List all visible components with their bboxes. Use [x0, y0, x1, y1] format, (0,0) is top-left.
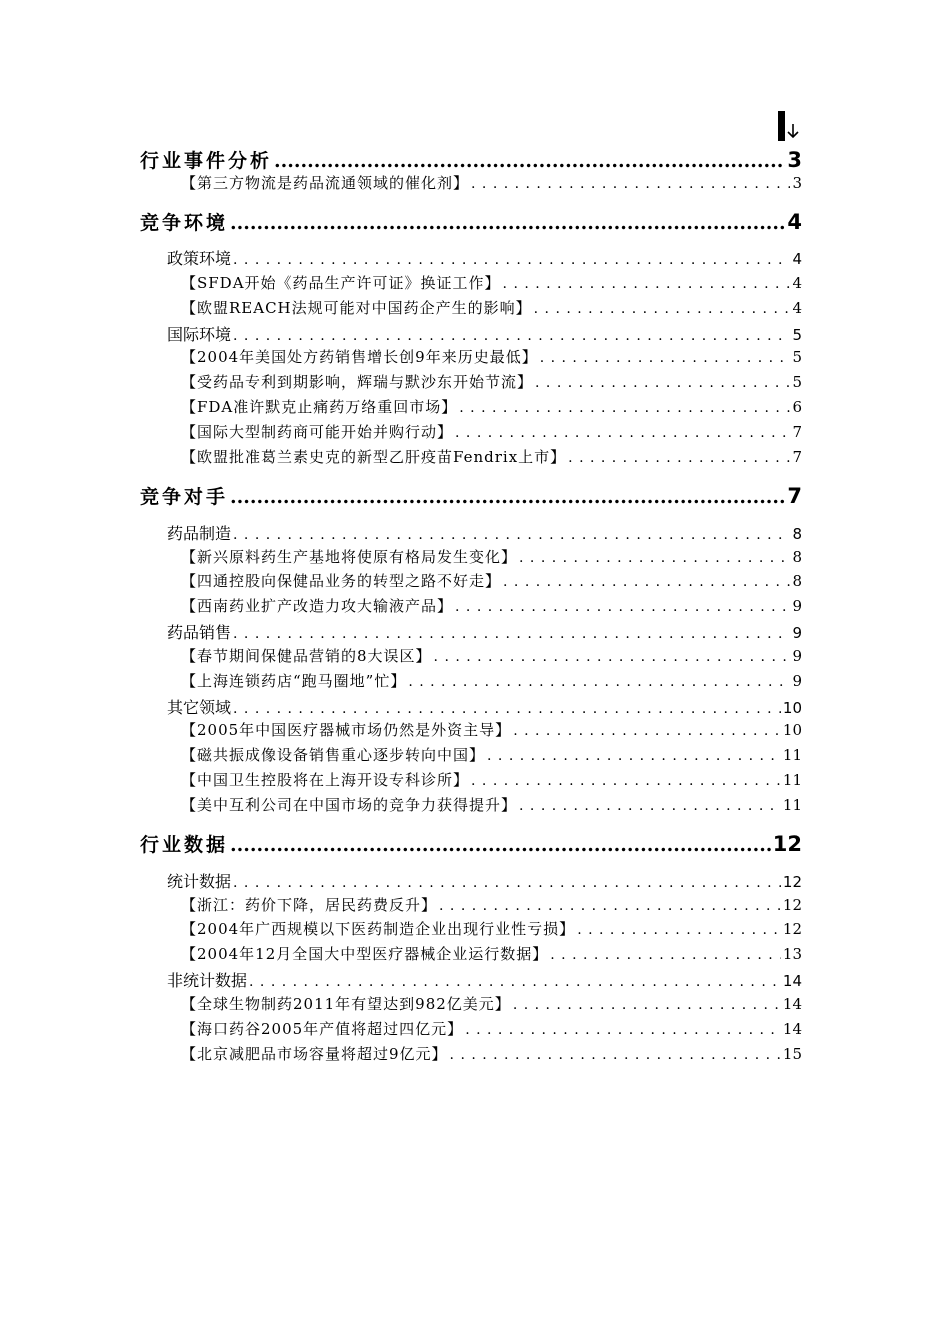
- toc-dot-leader: [450, 1047, 781, 1063]
- toc-dot-leader: [503, 574, 790, 590]
- toc-dot-leader: [230, 486, 785, 508]
- toc-entry-title: 【受药品专利到期影响，辉瑞与默沙东开始节流】: [181, 373, 534, 391]
- toc-entry-title: 【北京减肥品市场容量将超过9亿元】: [181, 1045, 448, 1063]
- toc-entry-title: 【美中互利公司在中国市场的竞争力获得提升】: [181, 796, 518, 814]
- toc-entry-level3[interactable]: [181, 769, 802, 790]
- toc-entry-level3[interactable]: [181, 918, 802, 939]
- toc-entry-title: 竞争环境: [140, 212, 229, 234]
- toc-entry-title: 药品制造: [167, 524, 232, 543]
- toc-page-number: 5: [792, 326, 802, 344]
- toc-entry-level3[interactable]: [181, 943, 802, 964]
- toc-page-number: 8: [792, 548, 802, 566]
- toc-dot-leader: [487, 748, 781, 764]
- toc-dot-leader: [459, 400, 790, 416]
- toc-dot-leader: [519, 550, 790, 566]
- toc-page-number: 11: [782, 746, 802, 764]
- toc-dot-leader: [519, 798, 781, 814]
- toc-page-number: 12: [772, 832, 802, 856]
- toc-dot-leader: [455, 425, 790, 441]
- toc-entry-level3[interactable]: [181, 570, 802, 591]
- toc-entry-title: 【2004年美国处方药销售增长创9年来历史最低】: [181, 348, 538, 366]
- toc-dot-leader: [540, 350, 791, 366]
- toc-entry-level2[interactable]: [167, 968, 802, 991]
- toc-entry-level1[interactable]: [140, 830, 802, 857]
- toc-dot-leader: [471, 773, 781, 789]
- toc-entry-level3[interactable]: [181, 297, 802, 318]
- toc-entry-level3[interactable]: [181, 744, 802, 765]
- toc-page-number: 4: [787, 210, 802, 234]
- toc-entry-title: 行业事件分析: [140, 150, 273, 172]
- toc-dot-leader: [568, 450, 790, 466]
- toc-dot-leader: [230, 212, 785, 234]
- toc-page-number: 5: [792, 348, 802, 366]
- toc-entry-level1[interactable]: [140, 482, 802, 509]
- toc-entry-title: 【春节期间保健品营销的8大误区】: [181, 647, 432, 665]
- toc-dot-leader: [233, 328, 790, 344]
- toc-dot-leader: [465, 1022, 781, 1038]
- toc-page-number: 14: [782, 995, 802, 1013]
- toc-entry-title: 竞争对手: [140, 486, 229, 508]
- toc-entry-title: 【四通控股向保健品业务的转型之路不好走】: [181, 572, 502, 590]
- toc-page-number: 9: [792, 672, 802, 690]
- toc-entry-title: 【西南药业扩产改造力攻大输液产品】: [181, 597, 454, 615]
- toc-entry-level2[interactable]: [167, 869, 802, 892]
- toc-entry-level3[interactable]: [181, 546, 802, 567]
- toc-entry-level3[interactable]: [181, 396, 802, 417]
- toc-entry-title: 【2004年广西规模以下医药制造企业出现行业性亏损】: [181, 920, 576, 938]
- toc-entry-title: 国际环境: [167, 325, 232, 344]
- toc-page-number: 6: [792, 398, 802, 416]
- toc-dot-leader: [434, 649, 791, 665]
- toc-dot-leader: [408, 674, 790, 690]
- toc-dot-leader: [535, 375, 790, 391]
- toc-dot-leader: [471, 176, 790, 192]
- toc-entry-title: 【欧盟REACH法规可能对中国药企产生的影响】: [181, 299, 532, 317]
- toc-entry-level3[interactable]: [181, 421, 802, 442]
- toc-dot-leader: [233, 252, 790, 268]
- toc-dot-leader: [233, 527, 790, 543]
- toc-entry-level2[interactable]: [167, 521, 802, 544]
- toc-page-number: 8: [792, 572, 802, 590]
- toc-page-number: 4: [792, 274, 802, 292]
- toc-entry-title: 【浙江：药价下降，居民药费反升】: [181, 896, 438, 914]
- toc-entry-level1[interactable]: [140, 208, 802, 235]
- toc-dot-leader: [513, 723, 781, 739]
- toc-entry-title: 药品销售: [167, 623, 232, 642]
- toc-entry-title: 【欧盟批准葛兰素史克的新型乙肝疫苗Fendrix上市】: [181, 448, 567, 466]
- toc-entry-title: 统计数据: [167, 872, 232, 891]
- toc-entry-level2[interactable]: [167, 620, 802, 643]
- toc-dot-leader: [274, 150, 785, 172]
- toc-page-number: 9: [792, 597, 802, 615]
- toc-entry-title: 其它领域: [167, 698, 232, 717]
- toc-entry-title: 非统计数据: [167, 971, 248, 990]
- toc-entry-level2[interactable]: [167, 246, 802, 269]
- toc-entry-title: 【国际大型制药商可能开始并购行动】: [181, 423, 454, 441]
- toc-dot-leader: [439, 898, 781, 914]
- toc-entry-level3[interactable]: [181, 1018, 802, 1039]
- toc-entry-level3[interactable]: [181, 595, 802, 616]
- toc-entry-title: 【FDA准许默克止痛药万络重回市场】: [181, 398, 458, 416]
- toc-entry-level3[interactable]: [181, 894, 802, 915]
- toc-entry-level3[interactable]: [181, 172, 802, 193]
- toc-entry-title: 【2005年中国医疗器械市场仍然是外资主导】: [181, 721, 512, 739]
- toc-entry-level3[interactable]: [181, 446, 802, 467]
- toc-entry-title: 【海口药谷2005年产值将超过四亿元】: [181, 1020, 464, 1038]
- toc-entry-level3[interactable]: [181, 346, 802, 367]
- toc-dot-leader: [233, 701, 781, 717]
- toc-dot-leader: [577, 922, 781, 938]
- toc-page-number: 7: [787, 484, 802, 508]
- toc-entry-title: 【SFDA开始《药品生产许可证》换证工作】: [181, 274, 501, 292]
- toc-entry-title: 【中国卫生控股将在上海开设专科诊所】: [181, 771, 470, 789]
- toc-page-number: 12: [782, 920, 802, 938]
- toc-entry-title: 【磁共振成像设备销售重心逐步转向中国】: [181, 746, 486, 764]
- toc-page-number: 11: [782, 771, 802, 789]
- toc-page-number: 15: [782, 1045, 802, 1063]
- toc-entry-level3[interactable]: [181, 645, 802, 666]
- toc-entry-level2[interactable]: [167, 322, 802, 345]
- toc-dot-leader: [230, 834, 771, 856]
- toc-page-number: 8: [792, 525, 802, 543]
- toc-entry-level1[interactable]: [140, 146, 802, 173]
- toc-page-number: 11: [782, 796, 802, 814]
- toc-page-number: 9: [792, 624, 802, 642]
- toc-entry-level3[interactable]: [181, 993, 802, 1014]
- toc-page-number: 4: [792, 299, 802, 317]
- toc-page-number: 12: [782, 873, 802, 891]
- toc-page-number: 12: [782, 896, 802, 914]
- toc-dot-leader: [513, 997, 781, 1013]
- toc-dot-leader: [233, 626, 790, 642]
- toc-dot-leader: [550, 947, 781, 963]
- toc-entry-level3[interactable]: [181, 794, 802, 815]
- toc-dot-leader: [249, 974, 781, 990]
- toc-entry-title: 行业数据: [140, 834, 229, 856]
- toc-entry-title: 【第三方物流是药品流通领域的催化剂】: [181, 174, 470, 192]
- toc-entry-title: 政策环境: [167, 249, 232, 268]
- toc-page-number: 10: [782, 699, 802, 717]
- toc-entry-level3[interactable]: [181, 719, 802, 740]
- toc-entry-title: 【新兴原料药生产基地将使原有格局发生变化】: [181, 548, 518, 566]
- toc-entry-level3[interactable]: [181, 371, 802, 392]
- toc-page-number: 5: [792, 373, 802, 391]
- toc-entry-title: 【2004年12月全国大中型医疗器械企业运行数据】: [181, 945, 549, 963]
- toc-page-number: 3: [792, 174, 802, 192]
- toc-entry-level2[interactable]: [167, 695, 802, 718]
- toc-page-number: 14: [782, 972, 802, 990]
- toc-dot-leader: [455, 599, 790, 615]
- toc-page-number: 14: [782, 1020, 802, 1038]
- toc-page-number: 10: [782, 721, 802, 739]
- toc-page-number: 13: [782, 945, 802, 963]
- toc-page-number: 4: [792, 250, 802, 268]
- toc-page-number: 7: [792, 423, 802, 441]
- toc-page-number: 3: [787, 148, 802, 172]
- toc-entry-level3[interactable]: [181, 670, 802, 691]
- toc-page-number: 9: [792, 647, 802, 665]
- toc-entry-title: 【全球生物制药2011年有望达到982亿美元】: [181, 995, 511, 1013]
- toc-dot-leader: [534, 301, 791, 317]
- toc-dot-leader: [503, 276, 791, 292]
- toc-page-number: 7: [792, 448, 802, 466]
- toc-entry-title: 【上海连锁药店“跑马圈地”忙】: [181, 672, 407, 690]
- toc-entry-level3[interactable]: [181, 1043, 802, 1064]
- toc-dot-leader: [233, 875, 781, 891]
- toc-entry-level3[interactable]: [181, 272, 802, 293]
